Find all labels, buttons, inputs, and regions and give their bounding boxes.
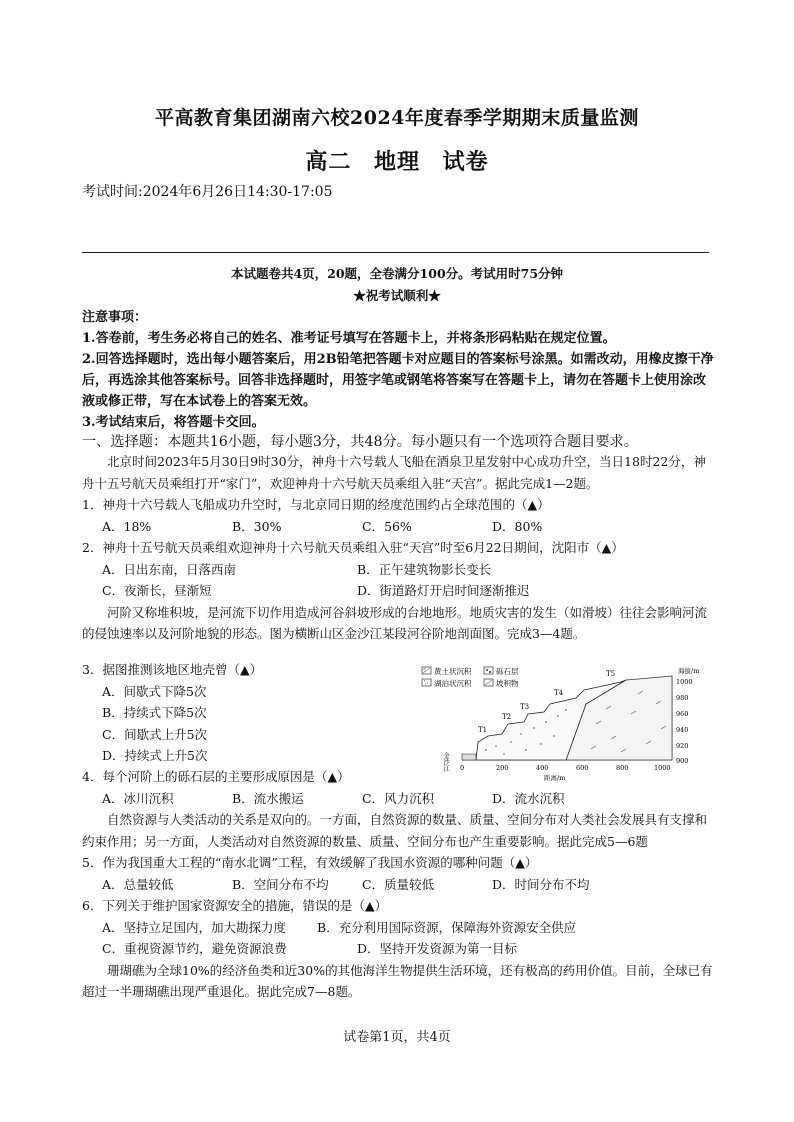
exam-title: 平高教育集团湖南六校2024年度春季学期期末质量监测 (155, 107, 639, 129)
legend-label: 砾石层 (496, 667, 519, 676)
exam-subtitle: 高二 地理 试卷 (305, 149, 489, 175)
x-tick: 0 (460, 764, 465, 772)
question-2 (82, 537, 716, 602)
notes-item: 2.回答选择题时，选出每小题答案后，用2B铅笔把答题卡对应题目的答案标号涂黑。如需改动，用橡皮擦干净后，再选涂其他答案标号。回答非选择题时，用签字笔或钢笔将答案写在答题卡上，请勿在答题卡上使用涂改液或修正带，写在本试卷上的答案无效。 (82, 352, 714, 409)
option-d: D．时间分布不均 (492, 876, 590, 892)
question-block-3 (82, 659, 412, 767)
option-c: C．风力沉积 (362, 790, 435, 806)
question-3 (82, 659, 412, 767)
legend-label: 湖泊状沉积 (434, 679, 472, 688)
terrace-label: T3 (520, 703, 530, 711)
divider-line (82, 252, 709, 253)
passage-text: 北京时间2023年5月30日9时30分，神舟十六号载人飞船在酒泉卫星发射中心成功升空，当日18时22分，神舟十五号航天员乘组打开“家门”，欢迎神舟十六号航天员乘组入驻“天宫”。据此完成1—2题。 (82, 454, 706, 491)
notes-item: 1.答卷前，考生务必将自己的姓名、准考证号填写在答题卡上，并将条形码粘贴在规定位置。 (82, 331, 616, 346)
option-c: C．夜渐长，昼渐短 (102, 583, 212, 598)
x-tick: 400 (536, 764, 549, 772)
notes-item: 3.考试结束后，将答题卡交回。 (82, 415, 265, 430)
question-stem: 6．下列关于维护国家资源安全的措施，错误的是（▲） (82, 898, 388, 913)
page-footer: 试卷第1页，共4页 (343, 1030, 451, 1045)
y-tick: 960 (676, 710, 689, 718)
question-stem: 1．神舟十六号载人飞船成功升空时，与北京同日期的经度范围约占全球范围的（▲） (82, 497, 550, 512)
exam-info-line: 本试题卷共4页，20题，全卷满分100分。考试用时75分钟 (230, 266, 564, 281)
x-tick: 800 (616, 764, 629, 772)
river-label: 金沙江 (442, 752, 450, 772)
x-tick: 200 (496, 764, 509, 772)
legend-label: 黄土状沉积 (434, 667, 472, 676)
option-d: D．流水沉积 (492, 790, 565, 806)
option-a: A．冰川沉积 (102, 790, 174, 806)
question-stem: 5．作为我国重大工程的“南水北调”工程，有效缓解了我国水资源的哪种问题（▲） (82, 855, 538, 870)
terrace-label: T5 (606, 670, 616, 678)
option-b: B．充分利用国际资源，保障海外资源安全供应 (317, 919, 577, 935)
exam-time: 考试时间:2024年6月26日14:30-17:05 (82, 184, 333, 200)
option-a: A．18% (102, 518, 152, 534)
question-4 (82, 766, 716, 809)
x-tick: 600 (576, 764, 589, 772)
passage-text: 河阶又称堆积坡，是河流下切作用造成河谷斜坡形成的台地地形。地质灾害的发生（如滑坡）往往会影响河流的侵蚀速率以及河阶地貌的形态。图为横断山区金沙江某段河谷阶地剖面图。完成3—4题。 (82, 604, 708, 641)
y-tick: 980 (676, 694, 689, 702)
y-tick: 900 (676, 757, 689, 765)
x-tick: 1000 (654, 764, 671, 772)
option-b: B．30% (232, 518, 282, 534)
option-a: A．总量较低 (102, 876, 174, 892)
question-block-4-8 (82, 766, 716, 1003)
x-axis-label: 距离/m (544, 774, 566, 782)
option-b: B．持续式下降5次 (102, 705, 207, 720)
option-c: C．重视资源节约，避免资源浪费 (102, 941, 287, 956)
question-1 (82, 494, 716, 537)
y-axis-label: 海拔/m (678, 667, 700, 675)
option-a: A．坚持立足国内，加大勘探力度 (102, 919, 287, 935)
terrace-label: T4 (554, 689, 564, 697)
passage-text: 自然资源与人类活动的关系是双向的。一方面，自然资源的数量、质量、空间分布对人类社会发展具有支撑和约束作用；另一方面，人类活动对自然资源的数量、质量、空间分布也产生重要影响。据此完成5—6题 (82, 812, 708, 849)
terrace-label: T1 (478, 726, 488, 734)
option-c: C．质量较低 (362, 876, 435, 892)
option-c: C．56% (362, 518, 412, 534)
question-stem: 2．神舟十五号航天员乘组欢迎神舟十六号航天员乘组入驻“天宫”时至6月22日期间，沈阳市（▲） (82, 540, 624, 555)
option-b: B．空间分布不均 (232, 876, 329, 892)
y-tick: 1000 (676, 678, 693, 686)
passage-text: 珊瑚礁为全球10%的经济鱼类和近30%的其他海洋生物提供生活环境，还有极高的药用价值。目前，全球已有超过一半珊瑚礁出现严重退化。据此完成7—8题。 (82, 962, 713, 999)
section-heading: 一、选择题：本题共16小题，每小题3分，共48分。每小题只有一个选项符合题目要求。 (82, 434, 638, 450)
option-c: C．间歇式上升5次 (102, 726, 208, 742)
question-block-1-2 (82, 451, 716, 645)
option-d: D．街道路灯开启时间逐渐推迟 (357, 583, 530, 598)
notes-section (82, 307, 716, 433)
question-6 (82, 895, 716, 960)
option-a: A．间歇式下降5次 (102, 683, 207, 699)
notes-heading: 注意事项： (82, 310, 148, 325)
terrace-label: T2 (502, 713, 512, 721)
option-d: D．80% (492, 518, 543, 534)
option-a: A．日出东南，日落西南 (102, 561, 237, 577)
option-d: D．坚持开发资源为第一目标 (357, 941, 518, 956)
y-tick: 920 (676, 742, 689, 750)
question-stem: 4．每个河阶上的砾石层的主要形成原因是（▲） (82, 769, 350, 784)
option-b: B．正午建筑物影长变长 (357, 561, 492, 577)
option-d: D．持续式上升5次 (102, 748, 208, 763)
question-5 (82, 852, 716, 895)
legend-label: 坡积物 (496, 679, 519, 688)
good-luck-line: ★祝考试顺利★ (353, 288, 441, 303)
option-b: B．流水搬运 (232, 790, 304, 806)
y-tick: 940 (676, 726, 689, 734)
question-stem: 3．据图推测该地区地壳曾（▲） (82, 662, 263, 677)
